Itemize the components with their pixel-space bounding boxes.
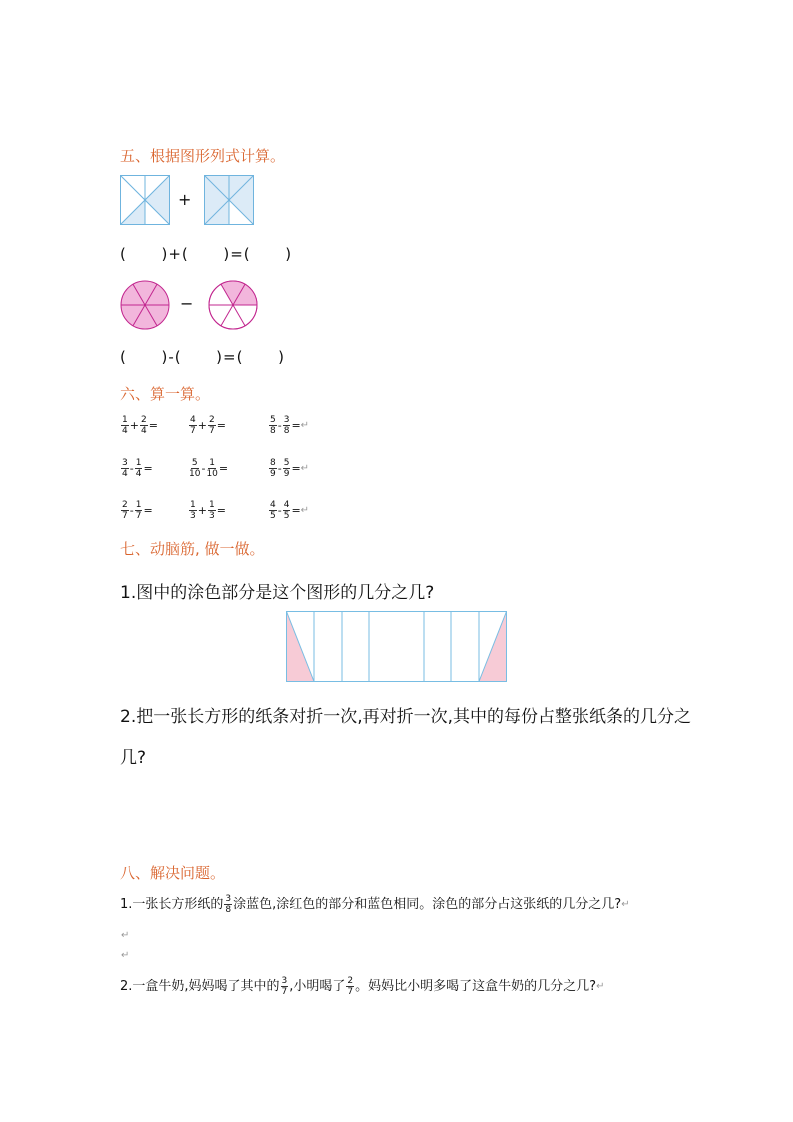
equation-blanks-subtract: ( )-( )=( ) <box>120 348 285 366</box>
equals-sign: = <box>143 504 153 517</box>
fraction <box>135 458 143 479</box>
denominator: 10 <box>206 469 218 479</box>
denominator: 9 <box>270 469 276 479</box>
return-mark: ↵ <box>121 950 130 961</box>
numerator: 2 <box>122 500 128 510</box>
equals-sign: = <box>143 462 153 475</box>
section8-heading: 八、解决问题。 <box>120 864 226 882</box>
denominator: 7 <box>281 987 288 997</box>
fraction <box>283 458 291 479</box>
fraction <box>206 458 217 479</box>
fraction <box>281 976 289 997</box>
fraction <box>346 976 354 997</box>
numerator: 3 <box>122 458 128 468</box>
denominator: 4 <box>122 426 128 436</box>
fraction <box>269 500 277 521</box>
operator: - <box>277 462 282 475</box>
numerator: 1 <box>122 415 128 425</box>
problem-8-2 <box>120 975 604 997</box>
problem-8-1 <box>120 893 630 915</box>
numerator: 4 <box>283 500 290 510</box>
calc-problem <box>188 500 226 521</box>
numerator: 1 <box>209 458 216 468</box>
denominator: 7 <box>347 987 354 997</box>
operator: + <box>129 419 139 432</box>
numerator: 4 <box>270 500 276 510</box>
numerator: 3 <box>283 415 290 425</box>
numerator: 1 <box>190 500 196 510</box>
operator: - <box>277 419 282 432</box>
plus-sign: + <box>178 190 193 209</box>
numerator: 5 <box>270 415 276 425</box>
numerator: 5 <box>191 458 198 468</box>
calc-problem <box>120 415 158 436</box>
strip-figure <box>286 611 507 682</box>
denominator: 7 <box>122 511 128 521</box>
denominator: 3 <box>208 511 215 521</box>
calc-problem <box>188 458 228 479</box>
denominator: 3 <box>190 511 196 521</box>
minus-sign: − <box>180 294 195 313</box>
problem-8-1-before: 1.一张长方形纸的 <box>120 897 224 912</box>
numerator: 3 <box>281 976 288 986</box>
numerator: 2 <box>140 415 147 425</box>
equals-sign: = <box>148 419 158 432</box>
circle-figure-1 <box>119 279 171 331</box>
circle-figure-2 <box>207 279 259 331</box>
denominator: 10 <box>189 469 201 479</box>
return-mark: ↵ <box>621 899 630 910</box>
operator: + <box>197 419 207 432</box>
numerator: 1 <box>135 458 142 468</box>
equals-sign: = <box>291 419 301 432</box>
fraction <box>140 415 148 436</box>
denominator: 5 <box>270 511 276 521</box>
question-7-2-line1: 2.把一张长方形的纸条对折一次,再对折一次,其中的每份占整张纸条的几分之 <box>120 707 692 727</box>
denominator: 9 <box>283 469 290 479</box>
operator: - <box>201 462 206 475</box>
operator: + <box>197 504 207 517</box>
question-7-2-line2: 几? <box>120 748 147 768</box>
denominator: 8 <box>283 426 290 436</box>
numerator: 8 <box>270 458 276 468</box>
return-mark: ↵ <box>300 420 310 431</box>
problem-8-1-after: 涂蓝色,涂红色的部分和蓝色相同。涂色的部分占这张纸的几分之几? <box>233 897 622 912</box>
calc-problem <box>268 458 309 479</box>
operator: - <box>129 462 134 475</box>
equation-blanks-add: ( )+( )=( ) <box>120 245 293 263</box>
operator: - <box>129 504 134 517</box>
calc-problem <box>120 458 153 479</box>
calc-problem <box>188 415 226 436</box>
fraction <box>121 458 129 479</box>
problem-8-2-before: 2.一盒牛奶,妈妈喝了其中的 <box>120 979 280 994</box>
calc-problem <box>268 500 309 521</box>
square-figure-2 <box>204 175 254 225</box>
numerator: 4 <box>190 415 196 425</box>
denominator: 8 <box>225 905 232 915</box>
denominator: 7 <box>208 426 215 436</box>
numerator: 1 <box>208 500 215 510</box>
fraction <box>208 415 216 436</box>
operator: - <box>277 504 282 517</box>
numerator: 2 <box>208 415 215 425</box>
return-mark: ↵ <box>121 930 130 941</box>
numerator: 2 <box>347 976 354 986</box>
section5-heading: 五、根据图形列式计算。 <box>120 147 286 165</box>
fraction <box>283 500 291 521</box>
problem-8-2-middle: ,小明喝了 <box>289 979 346 994</box>
denominator: 5 <box>283 511 290 521</box>
equals-sign: = <box>216 419 226 432</box>
equals-sign: = <box>216 504 226 517</box>
fraction <box>135 500 143 521</box>
equals-sign: = <box>291 462 301 475</box>
fraction <box>269 458 277 479</box>
denominator: 4 <box>135 469 142 479</box>
denominator: 7 <box>190 426 196 436</box>
denominator: 4 <box>122 469 128 479</box>
fraction <box>121 500 129 521</box>
numerator: 3 <box>225 894 232 904</box>
section7-heading: 七、动脑筋, 做一做。 <box>120 540 265 558</box>
fraction <box>208 500 216 521</box>
fraction <box>121 415 129 436</box>
square-figure-1 <box>120 175 170 225</box>
fraction <box>189 415 197 436</box>
fraction <box>189 458 200 479</box>
numerator: 1 <box>135 500 142 510</box>
calc-problem <box>268 415 309 436</box>
fraction <box>283 415 291 436</box>
return-mark: ↵ <box>300 505 310 516</box>
fraction <box>269 415 277 436</box>
calc-problem <box>120 500 153 521</box>
denominator: 7 <box>135 511 142 521</box>
numerator: 5 <box>283 458 290 468</box>
equals-sign: = <box>218 462 229 475</box>
equals-sign: = <box>291 504 301 517</box>
fraction <box>224 894 232 915</box>
return-mark: ↵ <box>300 463 310 474</box>
section6-heading: 六、算一算。 <box>120 385 211 403</box>
return-mark: ↵ <box>596 981 605 992</box>
denominator: 4 <box>140 426 147 436</box>
denominator: 8 <box>270 426 276 436</box>
fraction <box>189 500 197 521</box>
problem-8-2-after: 。妈妈比小明多喝了这盒牛奶的几分之几? <box>355 979 597 994</box>
question-7-1: 1.图中的涂色部分是这个图形的几分之几? <box>120 583 435 603</box>
